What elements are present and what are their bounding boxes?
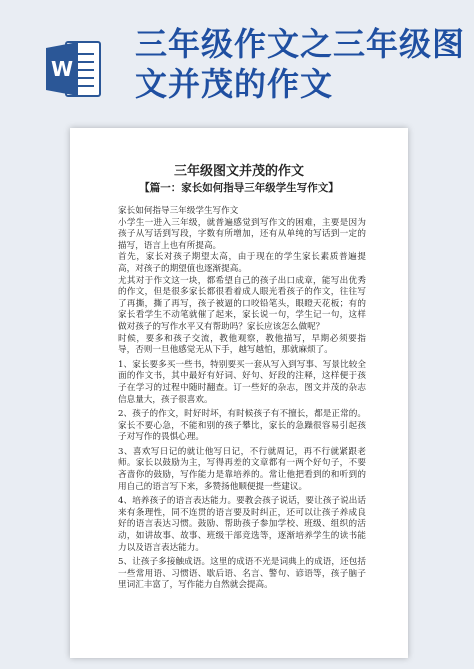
paragraph: 尤其对于作文这一块，都希望自己的孩子出口成章，能写出优秀的作文，但是很多家长都很看着成人眼光看孩子的作文，往往写了再撕，撕了再写，孩子被逼的口咬铅笔头，眼瞪天花板；有的家长看学生不动笔就催了起来，家长说一句，学生记一句，这样做对孩子的写作水平又有帮助吗？家长应该怎么做呢？ xyxy=(118,275,366,332)
banner-headline: 三年级作文之三年级图文并茂的作文 xyxy=(135,25,466,103)
document-title: 三年级图文并茂的作文 xyxy=(173,164,304,179)
paragraph: 3、喜欢写日记的就让他写日记，不行就周记，再不行就紧跟老师。家长以鼓励为主，写得再差的文章都有一两个好句子，不要吝啬你的鼓励，写作能力是靠培养的。常让他把看到的和听到的用自己的语言写下来，多赞扬他顺便提一些建议。 xyxy=(118,446,366,492)
paragraph: 2、孩子的作文，时好时坏，有时候孩子有不擅长，都是正常的。家长不要心急，不能和别的孩子攀比，家长的急躁很容易引起孩子对写作的畏惧心理。 xyxy=(118,409,366,443)
paragraph: 小学生一进入三年级，就普遍感觉到写作文的困难，主要是因为孩子从写话到写段，字数有所增加，还有从单纯的写话到一定的描写，语言上也有所提高。 xyxy=(118,217,366,251)
banner xyxy=(0,0,474,112)
paragraph: 4、培养孩子的语言表达能力。要教会孩子说话，要让孩子说出话来有条理性，同不连贯的语言要及时纠正，还可以让孩子养成良好的语言表达习惯。鼓励、帮助孩子参加学校、班级、组织的活动，如讲故事、故事、班级干部竞选等，逐渐培养学生的读书能力以及语言表达能力。 xyxy=(118,496,366,553)
paragraph: 时候，要多和孩子交流，教他观察，教他描写，早期必须要指导，否则一旦他感觉无从下手，越写越怕，那就麻烦了。 xyxy=(118,333,366,356)
document-subtitle: 【篇一：家长如何指导三年级学生写作文】 xyxy=(139,182,339,194)
paragraph: 5、让孩子多接触成语。这里的成语不光是词典上的成语，还包括一些常用语、习惯语、歇后语、名言、警句、谚语等，孩子脑子里词汇丰富了，写作能力自然就会提高。 xyxy=(118,557,366,591)
word-document-icon xyxy=(44,38,102,100)
watermark-mark xyxy=(84,275,118,313)
svg-text:W: W xyxy=(50,57,74,81)
document-body xyxy=(118,206,366,592)
paragraph: 1、家长要多买一些书，特别要买一套从写入到写事、写景比较全面的作文书，其中最好有好词、好句、好段的注释，这样便于孩子在学习的过程中随时翻查。订一些好的杂志，图文并茂的杂志信息量大，孩子很喜欢。 xyxy=(118,359,366,405)
paragraph: 家长如何指导三年级学生写作文 xyxy=(118,206,239,216)
paragraph: 首先，家长对孩子期望太高，由于现在的学生家长素质普遍提高，对孩子的期望值也逐渐提高。 xyxy=(118,252,366,274)
document-page xyxy=(70,128,408,658)
